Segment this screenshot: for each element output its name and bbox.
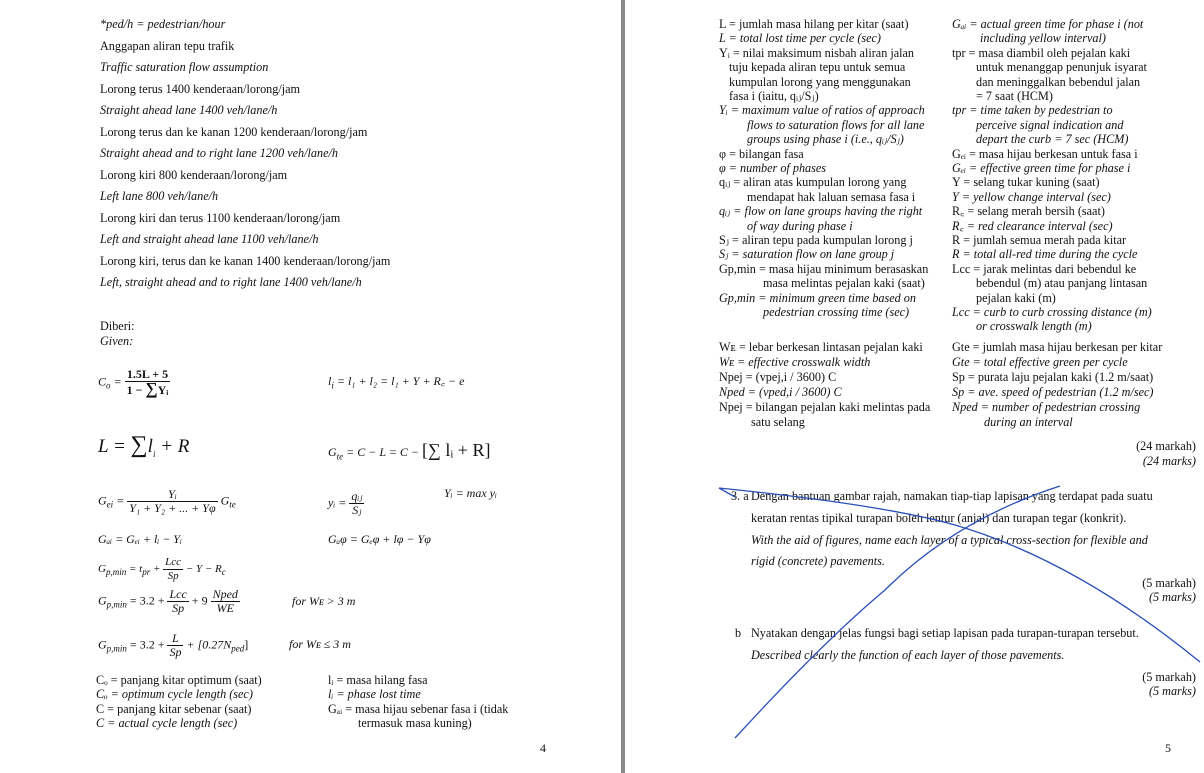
formula-yi-max: Yᵢ = max yᵢ: [444, 486, 497, 500]
text-line: Nped = number of pedestrian crossing: [952, 400, 1141, 414]
text-line: φ = number of phases: [719, 161, 827, 175]
text-line: flows to saturation flows for all lane: [747, 117, 925, 132]
text-line: Gp,min = minimum green time based on: [719, 290, 916, 305]
text-line: Lcc = curb to curb crossing distance (m): [952, 305, 1152, 319]
right-page: [625, 0, 1204, 773]
text-line: Wᴇ = lebar berkesan lintasan pejalan kaki: [719, 340, 923, 354]
text-line: of way during phase i: [747, 218, 853, 233]
question-3a-en-line1: With the aid of figures, name each layer of a typical cross-section for flexible and: [751, 533, 1148, 547]
text-line: Lcc = jarak melintas dari bebendul ke: [952, 261, 1137, 276]
text-line: Wᴇ = effective crosswalk width: [719, 355, 871, 369]
formula-gpmin-3-condition: for Wᴇ ≤ 3 m: [289, 637, 351, 651]
text-line: satu selang: [751, 415, 805, 429]
text-line: C = panjang kitar sebenar (saat): [96, 701, 252, 716]
text-line: Gₐᵢ = masa hijau sebenar fasa i (tidak: [328, 701, 509, 716]
marks-24-en: (24 marks): [1142, 454, 1196, 468]
text-line: Gₐᵢ = actual green time for phase i (not: [952, 17, 1144, 31]
text-line: Lorong kiri 800 kenderaan/lorong/jam: [100, 167, 288, 182]
text-line: Y = selang tukar kuning (saat): [952, 175, 1100, 190]
text-line: bebendul (m) atau panjang lintasan: [976, 276, 1148, 291]
text-line: Yᵢ = nilai maksimum nisbah aliran jalan: [719, 45, 915, 60]
text-line: Npej = bilangan pejalan kaki melintas pada: [719, 400, 931, 414]
text-line: including yellow interval): [980, 31, 1106, 46]
text-line: Lorong terus dan ke kanan 1200 kenderaan/lorong/jam: [100, 124, 368, 139]
text-line: Left lane 800 veh/lane/h: [100, 189, 219, 203]
text-line: depart the curb = 7 sec (HCM): [976, 132, 1129, 147]
text-line: masa melintas pejalan kaki (saat): [763, 276, 925, 291]
text-line: Gte = jumlah masa hijau berkesan per kitar: [952, 340, 1163, 354]
text-line: C = actual cycle length (sec): [96, 715, 238, 730]
text-line: Gₑᵢ = masa hijau berkesan untuk fasa i: [952, 146, 1138, 161]
text-line: or crosswalk length (m): [976, 319, 1092, 334]
formula-gpmin-2: $G_{p,min} = 3.2$ + $\frac{\text{Lcc}}{Sp}$ + 9 $\frac{\text{Nped}}{WE}$: [98, 587, 238, 615]
text-line: Straight ahead and to right lane 1200 veh/lane/h: [100, 146, 338, 160]
text-line: Y = yellow change interval (sec): [952, 189, 1111, 204]
text-line: lᵢ = phase lost time: [328, 687, 421, 702]
given-label-en: Given:: [100, 334, 134, 348]
marks-5-en-a: (5 marks): [1148, 590, 1196, 604]
page-number-left: 4: [540, 741, 546, 755]
text-line: R꜀ = red clearance interval (sec): [952, 218, 1113, 233]
formula-gei: $G_{ei}$ = $\frac{\text{Yᵢ}}{\text{Y₁ + Y₂ + ... + Yφ}}$ $G_{te}$: [98, 487, 236, 515]
formula-yi: yᵢ = $\frac{\text{qᵢⱼ}}{\text{Sⱼ}}$: [328, 489, 363, 517]
text-line: Sⱼ = saturation flow on lane group j: [719, 247, 895, 262]
formula-lost-time: $l_i = l_1 + l_2 = l_1 + Y$ + R꜀ − e: [328, 374, 465, 391]
given-label-ms: Diberi:: [100, 319, 135, 333]
text-line: Gp,min = masa hijau minimum berasaskan: [719, 261, 929, 276]
question-3a-ms-line2: keratan rentas tipikal turapan boleh lentur (anjal) dan turapan tegar (konkrit).: [751, 511, 1127, 525]
text-line: Gte = total effective green per cycle: [952, 355, 1128, 369]
text-line: L = jumlah masa hilang per kitar (saat): [719, 17, 909, 31]
text-line: R = total all-red time during the cycle: [952, 247, 1138, 262]
text-line: Lorong kiri, terus dan ke kanan 1400 kenderaan/lorong/jam: [100, 253, 391, 268]
marks-5-ms-b: (5 markah): [1142, 670, 1196, 684]
formula-gpmin-3: $G_{p,min} = 3.2$ + $\frac{L}{Sp}$ + $[0.27N_{ped}]$: [98, 631, 249, 659]
question-3b-en: Described clearly the function of each layer of those pavements.: [751, 648, 1065, 662]
page-number-right: 5: [1165, 741, 1171, 755]
formula-gai: Gₐᵢ = Gₑᵢ + lᵢ − Yᵢ: [98, 532, 182, 546]
text-line: Npej = (vpej,i / 3600) C: [719, 370, 837, 384]
text-line: mendapat hak laluan semasa fasa i: [747, 189, 916, 204]
text-line: Nped = (vped,i / 3600) C: [719, 385, 842, 399]
formula-gte: $G_{te} = C - L = C$ − [∑ lᵢ + R]: [328, 440, 491, 462]
text-line: termasuk masa kuning): [358, 715, 472, 730]
text-line: kumpulan lorong yang menggunakan: [729, 74, 911, 89]
text-line: Lorong terus 1400 kenderaan/lorong/jam: [100, 81, 301, 96]
text-line: Left and straight ahead lane 1100 veh/lane/h: [100, 232, 319, 246]
text-line: groups using phase i (i.e., qᵢⱼ/Sⱼ): [747, 132, 904, 147]
text-line: Traffic saturation flow assumption: [100, 60, 269, 74]
formula-L: $L = \sum l_i + R$: [98, 432, 190, 459]
text-line: Straight ahead lane 1400 veh/lane/h: [100, 103, 278, 117]
text-line: Left, straight ahead and to right lane 1400 veh/lane/h: [100, 275, 362, 289]
marks-24-ms: (24 markah): [1136, 439, 1196, 453]
text-line: pedestrian crossing time (sec): [763, 305, 910, 319]
text-line: fasa i (iaitu, qᵢⱼ/Sⱼ): [729, 89, 819, 103]
text-line: pejalan kaki (m): [976, 290, 1056, 305]
text-line: tpr = time taken by pedestrian to: [952, 103, 1113, 118]
text-line: = 7 saat (HCM): [976, 89, 1053, 103]
question-3a-ms-line1: Dengan bantuan gambar rajah, namakan tiap-tiap lapisan yang terdapat pada suatu: [751, 489, 1153, 503]
question-3b-number: b: [735, 626, 742, 640]
text-line: φ = bilangan fasa: [719, 146, 804, 161]
text-line: tuju kepada aliran tepu untuk semua: [729, 60, 906, 75]
text-line: Lorong kiri dan terus 1100 kenderaan/lorong/jam: [100, 210, 341, 225]
formula-gpmin-1: $G_{p,min} = t_{pr}$ + $\frac{\text{Lcc}}{Sp}$ − $Y - R_c$: [98, 556, 226, 582]
marks-5-ms-a: (5 markah): [1142, 576, 1196, 590]
formula-gpmin-2-condition: for Wᴇ > 3 m: [292, 594, 356, 608]
text-line: Anggapan aliran tepu trafik: [100, 38, 235, 53]
text-line: tpr = masa diambil oleh pejalan kaki: [952, 45, 1131, 60]
text-line: qᵢⱼ = aliran atas kumpulan lorong yang: [719, 175, 907, 190]
text-line: Cₒ = optimum cycle length (sec): [96, 687, 253, 702]
text-line: R = jumlah semua merah pada kitar: [952, 233, 1127, 247]
question-3a-en-line2: rigid (concrete) pavements.: [751, 554, 885, 568]
text-line: Sp = purata laju pejalan kaki (1.2 m/saat): [952, 370, 1154, 384]
text-line: Yᵢ = maximum value of ratios of approach: [719, 103, 925, 118]
marks-5-en-b: (5 marks): [1148, 684, 1196, 698]
text-line: lᵢ = masa hilang fasa: [328, 673, 428, 687]
text-line: Gₑᵢ = effective green time for phase i: [952, 161, 1131, 175]
text-line: R꜀ = selang merah bersih (saat): [952, 204, 1105, 219]
text-line: during an interval: [984, 415, 1073, 429]
formula-co: $C_o$ = $\frac{1.5L + 5}{\text{1 − ∑Yᵢ}}$: [98, 367, 169, 398]
text-line: untuk menanggap penunjuk isyarat: [976, 60, 1147, 75]
text-line: qᵢⱼ = flow on lane groups having the right: [719, 204, 923, 219]
question-3b-ms: Nyatakan dengan jelas fungsi bagi setiap lapisan pada turapan-turapan tersebut.: [751, 626, 1139, 640]
text-line: Sp = ave. speed of pedestrian (1.2 m/sec): [952, 385, 1154, 399]
text-line: dan meninggalkan bebendul jalan: [976, 74, 1141, 89]
question-3a-number: 3. a: [731, 489, 749, 503]
text-line: *ped/h = pedestrian/hour: [100, 17, 226, 31]
text-line: Sⱼ = aliran tepu pada kumpulan lorong j: [719, 233, 913, 247]
text-line: perceive signal indication and: [976, 117, 1124, 132]
text-line: L = total lost time per cycle (sec): [719, 31, 881, 46]
formula-gaphi: Gₐφ = Gₑφ + lφ − Yφ: [328, 532, 431, 546]
text-line: Cₒ = panjang kitar optimum (saat): [96, 673, 262, 687]
